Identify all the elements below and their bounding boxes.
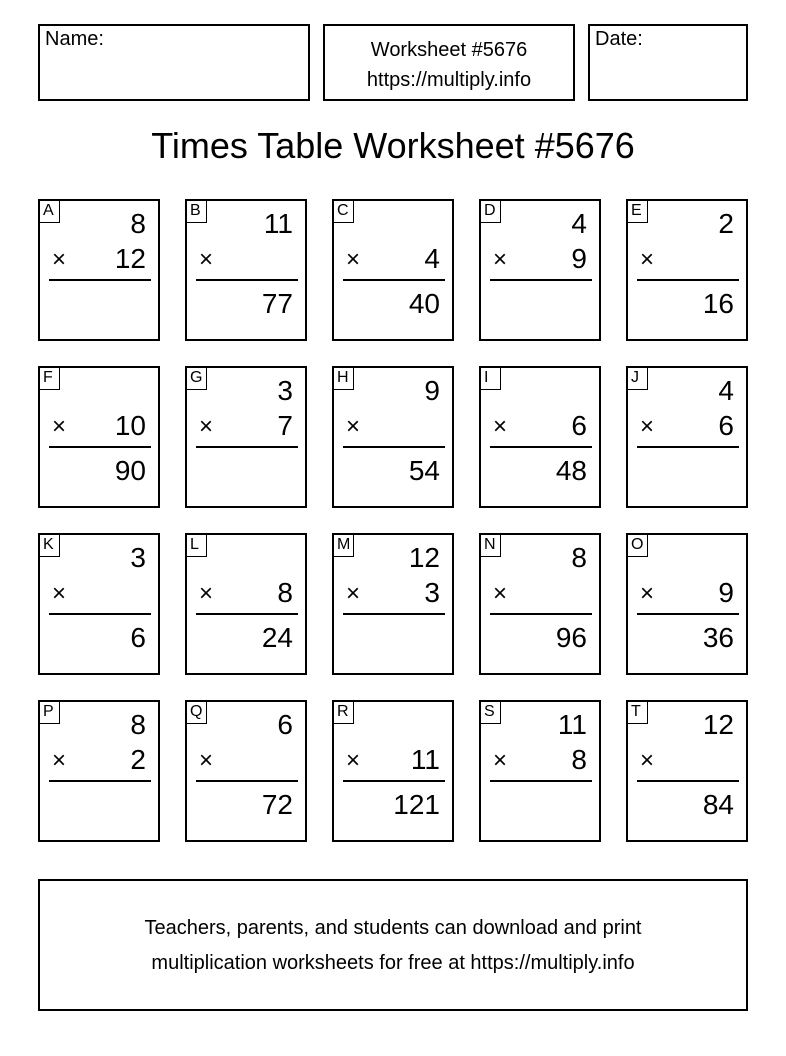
bottom-factor[interactable]: 8: [277, 577, 293, 608]
problem-label: S: [481, 702, 501, 724]
bottom-factor[interactable]: 4: [424, 243, 440, 274]
problem-p: [38, 700, 160, 842]
product[interactable]: 6: [130, 622, 146, 653]
problem-d: [479, 199, 601, 341]
problem-l: [185, 533, 307, 675]
product[interactable]: 40: [408, 288, 440, 319]
problem-k: [38, 533, 160, 675]
top-factor[interactable]: 4: [571, 208, 587, 239]
times-sign: ×: [52, 580, 67, 607]
date-field[interactable]: [588, 24, 748, 101]
times-sign: ×: [199, 413, 214, 440]
problem-label: O: [628, 535, 648, 557]
product[interactable]: 24: [261, 622, 293, 653]
problem-r: [332, 700, 454, 842]
product[interactable]: 121: [393, 789, 440, 820]
problem-q: [185, 700, 307, 842]
top-factor[interactable]: 11: [557, 709, 587, 740]
problem-m: [332, 533, 454, 675]
product[interactable]: 84: [702, 789, 734, 820]
answer-rule: [49, 613, 151, 615]
problem-n: [479, 533, 601, 675]
bottom-factor[interactable]: 6: [718, 410, 734, 441]
problem-o: [626, 533, 748, 675]
answer-rule: [196, 446, 298, 448]
bottom-factor[interactable]: 6: [571, 410, 587, 441]
answer-rule: [490, 279, 592, 281]
top-factor[interactable]: 12: [408, 542, 440, 573]
answer-rule: [637, 780, 739, 782]
times-sign: ×: [199, 580, 214, 607]
problem-label: P: [40, 702, 60, 724]
product[interactable]: 54: [408, 455, 440, 486]
answer-rule: [196, 279, 298, 281]
problem-s: [479, 700, 601, 842]
bottom-factor[interactable]: 7: [277, 410, 293, 441]
site-url: https://multiply.info: [366, 69, 532, 91]
times-sign: ×: [640, 747, 655, 774]
times-sign: ×: [199, 246, 214, 273]
top-factor[interactable]: 2: [718, 208, 734, 239]
product[interactable]: 36: [702, 622, 734, 653]
bottom-factor[interactable]: 9: [718, 577, 734, 608]
top-factor[interactable]: 4: [718, 375, 734, 406]
answer-rule: [196, 780, 298, 782]
top-factor[interactable]: 9: [424, 375, 440, 406]
top-factor[interactable]: 3: [277, 375, 293, 406]
product[interactable]: 77: [261, 288, 293, 319]
times-sign: ×: [493, 246, 508, 273]
times-sign: ×: [493, 413, 508, 440]
bottom-factor[interactable]: 2: [130, 744, 146, 775]
answer-rule: [196, 613, 298, 615]
answer-rule: [49, 780, 151, 782]
date-label: Date:: [595, 28, 643, 50]
top-factor[interactable]: 12: [702, 709, 734, 740]
problem-label: Q: [187, 702, 207, 724]
problem-label: K: [40, 535, 60, 557]
times-sign: ×: [52, 747, 67, 774]
problem-label: D: [481, 201, 501, 223]
problem-label: J: [628, 368, 648, 390]
top-factor[interactable]: 8: [130, 208, 146, 239]
times-sign: ×: [640, 246, 655, 273]
footer-note: [38, 879, 748, 1011]
times-sign: ×: [346, 580, 361, 607]
answer-rule: [490, 446, 592, 448]
answer-rule: [343, 613, 445, 615]
answer-rule: [637, 613, 739, 615]
problem-label: F: [40, 368, 60, 390]
answer-rule: [637, 279, 739, 281]
times-sign: ×: [52, 246, 67, 273]
problem-label: T: [628, 702, 648, 724]
problem-e: [626, 199, 748, 341]
bottom-factor[interactable]: 12: [114, 243, 146, 274]
answer-rule: [49, 279, 151, 281]
product[interactable]: 72: [261, 789, 293, 820]
problem-i: [479, 366, 601, 508]
product[interactable]: 90: [114, 455, 146, 486]
times-sign: ×: [52, 413, 67, 440]
problem-j: [626, 366, 748, 508]
times-sign: ×: [493, 747, 508, 774]
footer-line-1: Teachers, parents, and students can download and print: [144, 917, 642, 939]
problem-label: C: [334, 201, 354, 223]
product[interactable]: 96: [555, 622, 587, 653]
times-sign: ×: [346, 246, 361, 273]
problem-label: R: [334, 702, 354, 724]
answer-rule: [343, 780, 445, 782]
answer-rule: [490, 613, 592, 615]
problem-label: E: [628, 201, 648, 223]
times-sign: ×: [346, 747, 361, 774]
top-factor[interactable]: 8: [130, 709, 146, 740]
page-title: Times Table Worksheet #5676: [151, 125, 635, 166]
problem-label: I: [481, 368, 501, 390]
problem-label: A: [40, 201, 60, 223]
bottom-factor[interactable]: 9: [571, 243, 587, 274]
top-factor[interactable]: 8: [571, 542, 587, 573]
answer-rule: [343, 279, 445, 281]
problem-label: B: [187, 201, 207, 223]
bottom-factor[interactable]: 10: [114, 410, 146, 441]
problem-label: L: [187, 535, 207, 557]
bottom-factor[interactable]: 8: [571, 744, 587, 775]
footer-line-2: multiplication worksheets for free at https://multiply.info: [151, 952, 635, 974]
problem-a: [38, 199, 160, 341]
times-sign: ×: [640, 580, 655, 607]
problem-label: H: [334, 368, 354, 390]
worksheet-id: Worksheet #5676: [370, 39, 528, 61]
problem-label: M: [334, 535, 354, 557]
answer-rule: [343, 446, 445, 448]
answer-rule: [49, 446, 151, 448]
bottom-factor[interactable]: 11: [410, 744, 440, 775]
product[interactable]: 48: [555, 455, 587, 486]
problem-h: [332, 366, 454, 508]
bottom-factor[interactable]: 3: [424, 577, 440, 608]
name-field[interactable]: [38, 24, 310, 101]
top-factor[interactable]: 11: [263, 208, 293, 239]
problem-c: [332, 199, 454, 341]
times-sign: ×: [199, 747, 214, 774]
times-sign: ×: [346, 413, 361, 440]
times-sign: ×: [493, 580, 508, 607]
problem-g: [185, 366, 307, 508]
answer-rule: [490, 780, 592, 782]
name-label: Name:: [45, 28, 104, 50]
problem-f: [38, 366, 160, 508]
problem-label: G: [187, 368, 207, 390]
problem-label: N: [481, 535, 501, 557]
product[interactable]: 16: [702, 288, 734, 319]
answer-rule: [637, 446, 739, 448]
top-factor[interactable]: 6: [277, 709, 293, 740]
problem-b: [185, 199, 307, 341]
top-factor[interactable]: 3: [130, 542, 146, 573]
times-sign: ×: [640, 413, 655, 440]
worksheet-info-box: [323, 24, 575, 101]
problem-t: [626, 700, 748, 842]
